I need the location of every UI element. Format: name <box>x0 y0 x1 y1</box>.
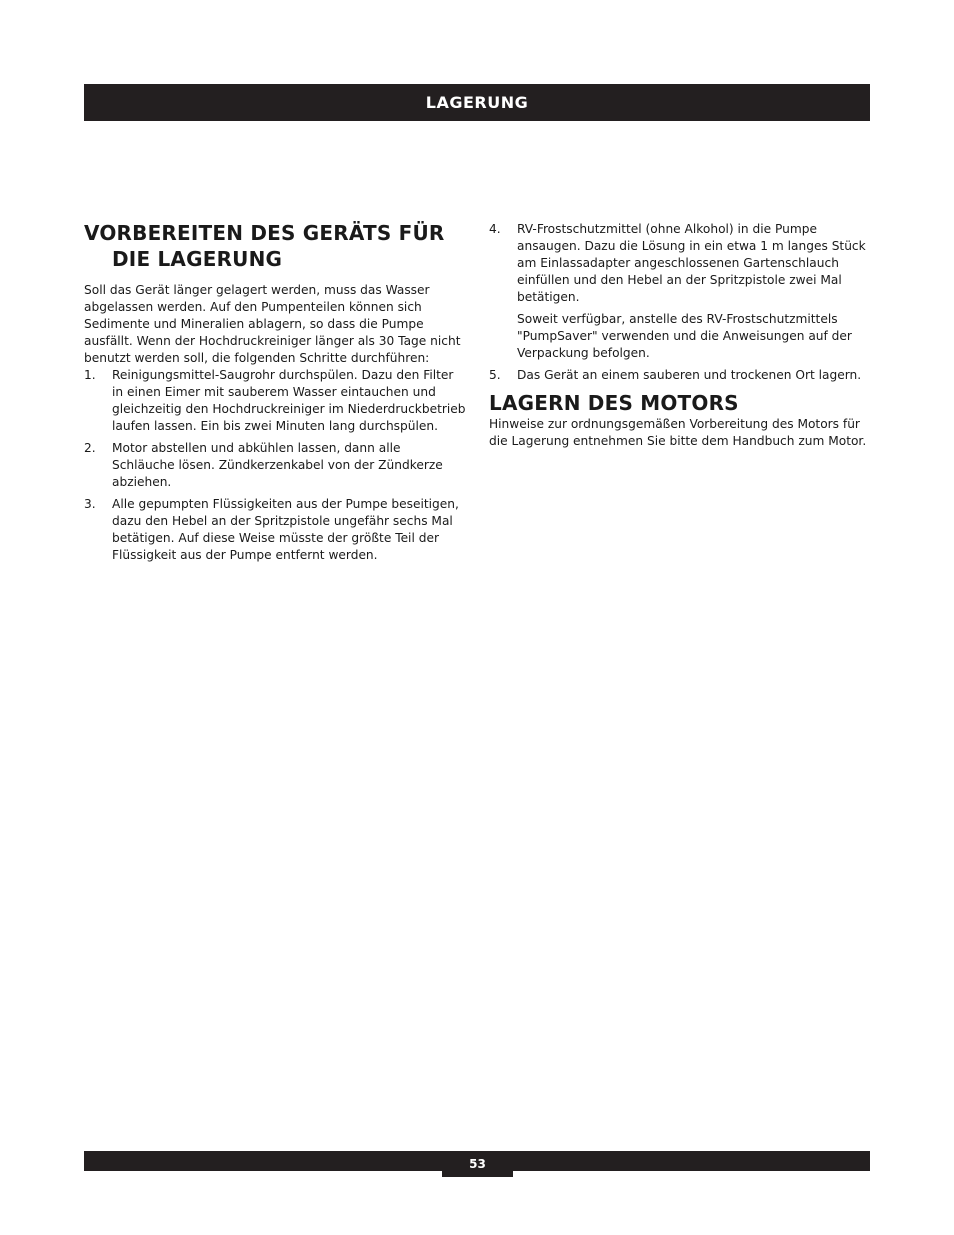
step-number: 3. <box>84 497 96 511</box>
list-item <box>84 440 466 491</box>
engine-storage-heading: LAGERN DES MOTORS <box>489 391 739 415</box>
steps-list-left <box>84 367 466 564</box>
step-text: Das Gerät an einem sauberen und trockenen Ort lagern. <box>517 368 862 382</box>
engine-storage-paragraph: Hinweise zur ordnungsgemäßen Vorbereitung des Motors für die Lagerung entnehmen Sie bitte dem Handbuch zum Motor. <box>489 417 867 448</box>
steps-list-right <box>489 221 871 384</box>
section-header-bar <box>84 84 870 121</box>
step-number: 5. <box>489 368 501 382</box>
list-item <box>489 367 871 384</box>
step-number: 1. <box>84 368 96 382</box>
step-text: RV-Frostschutzmittel (ohne Alkohol) in die Pumpe ansaugen. Dazu die Lösung in ein etwa 1 m langes Stück am Einlassadapter angeschlossenen Gartenschlauch einfüllen und den Hebel an der Spritzpistole zwei Mal betätigen. <box>517 222 866 304</box>
list-item <box>84 496 466 564</box>
list-item <box>489 221 871 362</box>
section-title: LAGERUNG <box>425 93 529 112</box>
page-number: 53 <box>469 1157 486 1171</box>
list-item <box>84 367 466 435</box>
page-number-tab <box>442 1151 513 1177</box>
step-text: Reinigungsmittel-Saugrohr durchspülen. Dazu den Filter in einen Eimer mit sauberem Wasser eintauchen und gleichzeitig den Hochdruckreiniger im Niederdruckbetrieb laufen lassen. Ein bis zwei Minuten lang durchspülen. <box>112 368 466 433</box>
storage-preparation-heading: VORBEREITEN DES GERÄTS FÜR DIE LAGERUNG <box>84 221 445 271</box>
step-text: Alle gepumpten Flüssigkeiten aus der Pumpe beseitigen, dazu den Hebel an der Spritzpistole ungefähr sechs Mal betätigen. Auf diese Weise müsste der größte Teil der Flüssigkeit aus der Pumpe entfernt werden. <box>112 497 459 562</box>
step-number: 4. <box>489 222 501 236</box>
right-column <box>489 221 871 450</box>
left-column <box>84 220 466 569</box>
step-number: 2. <box>84 441 96 455</box>
step-text: Motor abstellen und abkühlen lassen, dann alle Schläuche lösen. Zündkerzenkabel von der Zündkerze abziehen. <box>112 441 443 489</box>
step-subnote: Soweit verfügbar, anstelle des RV-Frostschutzmittels "PumpSaver" verwenden und die Anweisungen auf der Verpackung befolgen. <box>517 312 852 360</box>
intro-paragraph: Soll das Gerät länger gelagert werden, muss das Wasser abgelassen werden. Auf den Pumpenteilen können sich Sedimente und Mineralien ablagern, so dass die Pumpe ausfällt. Wenn der Hochdruckreiniger länger als 30 Tage nicht benutzt werden soll, die folgenden Schritte durchführen: <box>84 283 461 365</box>
